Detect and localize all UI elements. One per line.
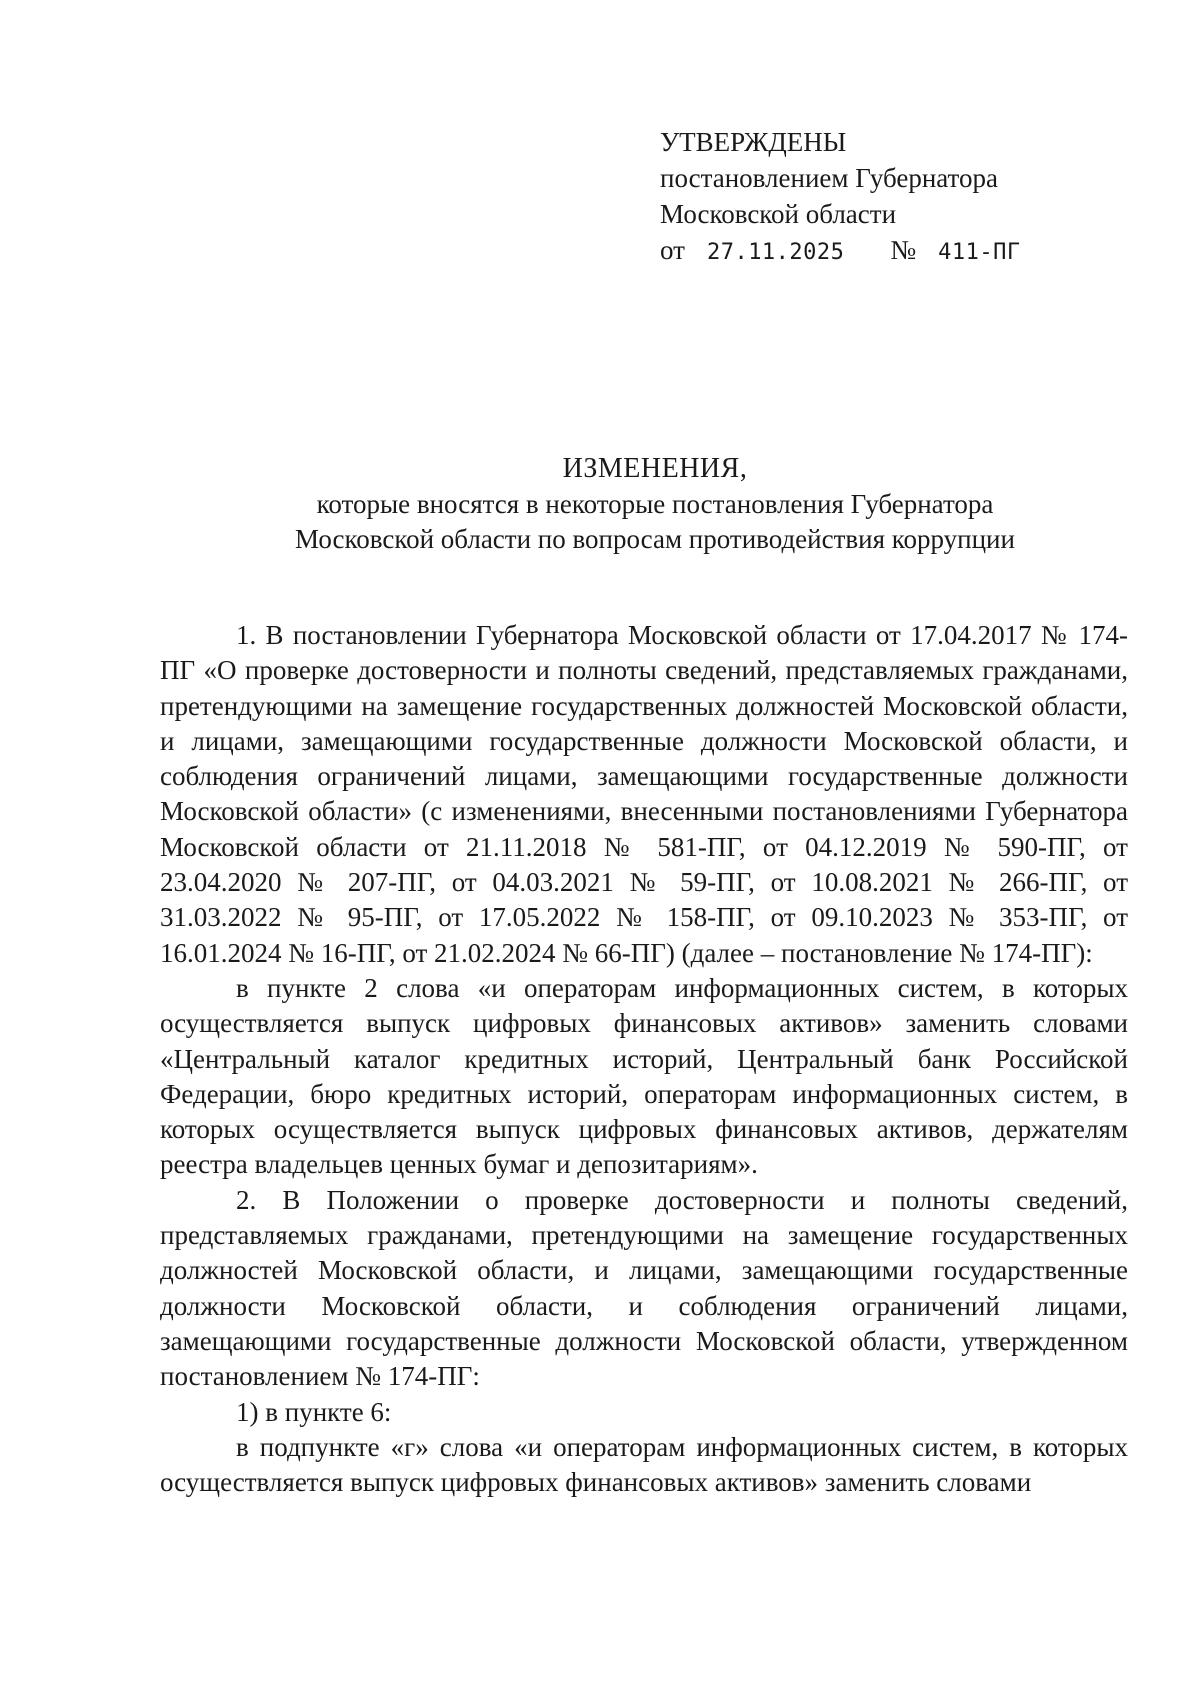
- number-sign: №: [890, 235, 917, 265]
- approval-region-line: Московской области: [660, 199, 897, 229]
- date-prefix: от: [660, 235, 685, 265]
- document-heading: [230, 451, 1080, 557]
- approval-heading: УТВЕРЖДЕНЫ: [660, 127, 847, 157]
- decree-number: 411-ПГ: [938, 240, 1021, 265]
- document-title: ИЗМЕНЕНИЯ,: [562, 453, 748, 484]
- approval-decree-line: постановлением Губернатора: [660, 163, 998, 193]
- paragraph-5: в подпункте «г» слова «и операторам информационных систем, в которых осуществляется выпуск цифровых финансовых активов» заменить словами: [160, 1431, 1128, 1498]
- paragraph-3: 2. В Положении о проверке достоверности и полноты сведений, представляемых гражданами, претендующими на замещение государственных должностей Московской области, и лицами, замещающими государственные должности Московской области, и соблюдения ограничений лицами, замещающими государственные должности Московской области, утвержденном постановлением № 174-ПГ:: [160, 1184, 1128, 1392]
- approval-date-line: [660, 232, 1080, 271]
- approval-block: [660, 124, 1080, 271]
- document-subtitle-line-2: Московской области по вопросам противодействия коррупции: [295, 524, 1015, 554]
- document-body: [160, 618, 1128, 1500]
- paragraph-1: 1. В постановлении Губернатора Московской области от 17.04.2017 № 174-ПГ «О проверке достоверности и полноты сведений, представляемых гражданами, претендующими на замещение государственных должностей Московской области, и лицами, замещающими государственные должности Московской области, и соблюдения ограничений лицами, замещающими государственные должности Московской области» (с изменениями, внесенными постановлениями Губернатора Московской области от 21.11.2018 № 581-ПГ, от 04.12.2019 № 590-ПГ, от 23.04.2020 № 207-ПГ, от 04.03.2021 № 59-ПГ, от 10.08.2021 № 266-ПГ, от 31.03.2022 № 95-ПГ, от 17.05.2022 № 158-ПГ, от 09.10.2023 № 353-ПГ, от 16.01.2024 № 16-ПГ, от 21.02.2024 № 66-ПГ) (далее – постановление № 174-ПГ):: [160, 620, 1128, 968]
- paragraph-4: 1) в пункте 6:: [236, 1396, 392, 1427]
- document-subtitle-line-1: которые вносятся в некоторые постановления Губернатора: [316, 489, 994, 519]
- paragraph-2: в пункте 2 слова «и операторам информационных систем, в которых осуществляется выпуск цифровых финансовых активов» заменить словами «Центральный каталог кредитных историй, Центральный банк Российской Федерации, бюро кредитных историй, операторам информационных систем, в которых осуществляется выпуск цифровых финансовых активов, держателям реестра владельцев ценных бумаг и депозитариям».: [160, 972, 1128, 1180]
- decree-date: 27.11.2025: [706, 240, 845, 265]
